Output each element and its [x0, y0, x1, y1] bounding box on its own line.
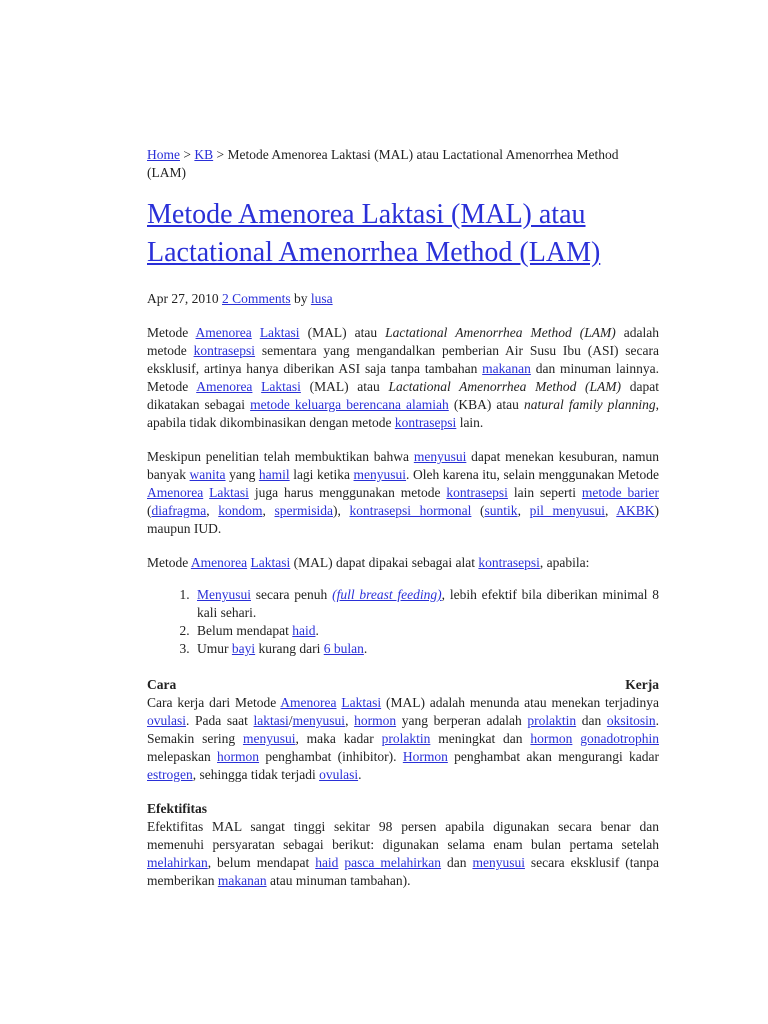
breadcrumb-separator: > — [213, 147, 228, 162]
list-item — [193, 622, 659, 640]
paragraph-syarat — [147, 554, 659, 572]
link-laktasi[interactable]: Laktasi — [209, 485, 249, 500]
link-kontrasepsi[interactable]: kontrasepsi — [478, 555, 540, 570]
text: penghambat (inhibitor). — [259, 749, 403, 764]
text: Metode — [147, 325, 196, 340]
article — [147, 146, 659, 906]
text: sementara yang mengandalkan pemberian Air Susu Ibu (ASI) secara eksklusif, artinya hanya diberikan ASI saja tanpa tambahan — [147, 343, 659, 376]
text: meningkat dan — [430, 731, 531, 746]
text: , — [206, 503, 219, 518]
author-link[interactable]: lusa — [310, 291, 333, 306]
link-prolaktin[interactable]: prolaktin — [381, 731, 431, 746]
link-laktasi[interactable]: Laktasi — [259, 325, 300, 340]
link-hormon[interactable]: Hormon — [402, 749, 448, 764]
text: (MAL) adalah menunda atau menekan terjadinya — [381, 695, 659, 710]
text: lain seperti — [507, 485, 582, 500]
text: (KBA) atau — [448, 397, 524, 412]
text: , maka kadar — [295, 731, 382, 746]
text: dan minuman lainnya. Metode — [147, 361, 659, 394]
text: , apabila tidak dikombinasikan dengan metode — [147, 397, 660, 430]
paragraph-meskipun — [147, 448, 659, 538]
text: . Pada saat — [186, 713, 254, 728]
link-pil-menyusui[interactable]: pil menyusui — [529, 503, 605, 518]
breadcrumb-separator: > — [180, 147, 195, 162]
italic-term: natural family planning — [523, 397, 656, 412]
paragraph-definition — [147, 324, 659, 432]
link-amenorea[interactable]: Amenorea — [196, 379, 253, 394]
breadcrumb — [147, 146, 659, 182]
link-menyusui[interactable]: menyusui — [292, 713, 346, 728]
link-haid[interactable]: haid — [292, 623, 316, 638]
link-estrogen[interactable]: estrogen — [147, 767, 193, 782]
link-laktasi[interactable]: laktasi — [253, 713, 289, 728]
link-kondom[interactable]: kondom — [218, 503, 263, 518]
text: ), — [333, 503, 350, 518]
text: yang — [225, 467, 259, 482]
link-hormon[interactable]: hormon — [354, 713, 397, 728]
link-wanita[interactable]: wanita — [189, 467, 226, 482]
link-menyusui[interactable]: menyusui — [413, 449, 467, 464]
link-amenorea[interactable]: Amenorea — [280, 695, 337, 710]
link-6-bulan[interactable]: 6 bulan — [323, 641, 364, 656]
link-menyusui[interactable]: menyusui — [353, 467, 407, 482]
text: secara eksklusif (tanpa memberikan — [147, 855, 659, 888]
text: secara penuh — [251, 587, 333, 602]
link-spermisida[interactable]: spermisida — [274, 503, 334, 518]
text: Belum mendapat — [197, 623, 293, 638]
text: ( — [147, 503, 152, 518]
post-date: Apr 27, 2010 — [147, 291, 219, 306]
text: lagi ketika — [289, 467, 354, 482]
text: , apabila: — [539, 555, 590, 570]
link-amenorea[interactable]: Amenorea — [190, 555, 248, 570]
paragraph-cara-kerja — [147, 694, 659, 784]
link-kontrasepsi[interactable]: kontrasepsi — [446, 485, 508, 500]
link-makanan[interactable]: makanan — [217, 873, 267, 888]
link-amenorea[interactable]: Amenorea — [147, 485, 204, 500]
link-amenorea[interactable]: Amenorea — [195, 325, 252, 340]
syarat-list — [147, 586, 659, 658]
link-oksitosin[interactable]: oksitosin — [606, 713, 656, 728]
link-prolaktin[interactable]: prolaktin — [527, 713, 577, 728]
link-gonadotrophin[interactable]: gonadotrophin — [580, 731, 660, 746]
text: ) maupun IUD. — [147, 503, 660, 536]
text: . Semakin sering — [147, 713, 660, 746]
text: , — [517, 503, 530, 518]
list-item — [193, 640, 659, 658]
link-hamil[interactable]: hamil — [258, 467, 290, 482]
text: . — [315, 623, 319, 638]
heading-word: Cara — [147, 677, 177, 692]
text: . Oleh karena itu, selain menggunakan Metode — [406, 467, 660, 482]
heading-word: Kerja — [625, 677, 659, 692]
link-suntik[interactable]: suntik — [484, 503, 518, 518]
text: dan — [576, 713, 607, 728]
italic-term: Lactational Amenorrhea Method (LAM) — [388, 379, 622, 394]
link-haid[interactable]: haid — [315, 855, 339, 870]
text: dapat menekan kesuburan, namun banyak — [147, 449, 660, 482]
text: ( — [471, 503, 485, 518]
section-heading-efektifitas: Efektifitas — [147, 801, 207, 816]
link-pasca-melahirkan[interactable]: pasca melahirkan — [344, 855, 442, 870]
text: . — [358, 767, 362, 782]
text: juga harus menggunakan metode — [248, 485, 447, 500]
text: (MAL) atau — [299, 325, 386, 340]
text: dapat dikatakan sebagai — [147, 379, 659, 412]
link-metode-barier[interactable]: metode barier — [581, 485, 660, 500]
link-laktasi[interactable]: Laktasi — [341, 695, 382, 710]
text: Meskipun penelitian telah membuktikan bahwa — [147, 449, 414, 464]
link-laktasi[interactable]: Laktasi — [261, 379, 301, 394]
page-title — [147, 196, 659, 272]
comments-link[interactable]: 2 Comments — [222, 291, 291, 306]
text: penghambat akan mengurangi kadar — [447, 749, 659, 764]
link-ovulasi[interactable]: ovulasi — [319, 767, 359, 782]
section-heading-cara-kerja — [147, 676, 659, 694]
link-full-breast-feeding[interactable]: (full breast feeding) — [332, 587, 442, 602]
text: , sehingga tidak terjadi — [192, 767, 320, 782]
text: (MAL) atau — [300, 379, 389, 394]
text: , — [262, 503, 275, 518]
text: atau minuman tambahan). — [266, 873, 411, 888]
text: kurang dari — [255, 641, 324, 656]
text: . — [363, 641, 368, 656]
link-diafragma[interactable]: diafragma — [151, 503, 207, 518]
text: , lebih efektif bila diberikan minimal 8 kali sehari. — [197, 587, 659, 620]
breadcrumb-home-link[interactable]: Home — [147, 147, 180, 162]
post-meta — [147, 290, 659, 308]
text: / — [288, 713, 293, 728]
link-menyusui[interactable]: menyusui — [242, 731, 296, 746]
link-kontrasepsi[interactable]: kontrasepsi — [193, 343, 256, 358]
page-title-link[interactable]: Metode Amenorea Laktasi (MAL) atau Lactational Amenorrhea Method (LAM) — [147, 199, 601, 268]
link-melahirkan[interactable]: melahirkan — [147, 855, 208, 870]
link-laktasi[interactable]: Laktasi — [250, 555, 291, 570]
text: adalah metode — [147, 325, 660, 358]
text: Metode — [147, 555, 191, 570]
italic-term: Lactational Amenorrhea Method (LAM) — [385, 325, 616, 340]
text: , belum mendapat — [207, 855, 316, 870]
text: melepaskan — [147, 749, 218, 764]
link-metode-keluarga-berencana-alamiah[interactable]: metode keluarga berencana alamiah — [250, 397, 449, 412]
link-kontrasepsi[interactable]: kontrasepsi — [394, 415, 457, 430]
breadcrumb-current: Metode Amenorea Laktasi (MAL) atau Lactational Amenorrhea Method (LAM) — [147, 147, 619, 180]
link-menyusui[interactable]: Menyusui — [197, 587, 251, 602]
link-makanan[interactable]: makanan — [482, 361, 531, 376]
text: (MAL) dapat dipakai sebagai alat — [290, 555, 479, 570]
text: Umur — [197, 641, 232, 656]
link-hormon[interactable]: hormon — [217, 749, 260, 764]
link-kontrasepsi-hormonal[interactable]: kontrasepsi hormonal — [349, 503, 472, 518]
link-akbk[interactable]: AKBK — [616, 503, 655, 518]
text: yang berperan adalah — [396, 713, 528, 728]
text: Cara kerja dari Metode — [147, 695, 281, 710]
by-label: by — [294, 291, 308, 306]
text: dan — [441, 855, 473, 870]
text: Efektifitas MAL sangat tinggi sekitar 98 persen apabila digunakan secara benar dan memenuhi persyaratan sebagai berikut: digunakan selama enam bulan pertama setelah — [147, 819, 659, 852]
link-bayi[interactable]: bayi — [231, 641, 256, 656]
text: , — [604, 503, 617, 518]
breadcrumb-kb-link[interactable]: KB — [194, 147, 214, 162]
text: , — [345, 713, 355, 728]
link-ovulasi[interactable]: ovulasi — [147, 713, 186, 728]
paragraph-efektifitas — [147, 818, 659, 890]
link-hormon[interactable]: hormon — [530, 731, 573, 746]
text: lain. — [456, 415, 484, 430]
list-item — [193, 586, 659, 622]
link-menyusui[interactable]: menyusui — [472, 855, 525, 870]
